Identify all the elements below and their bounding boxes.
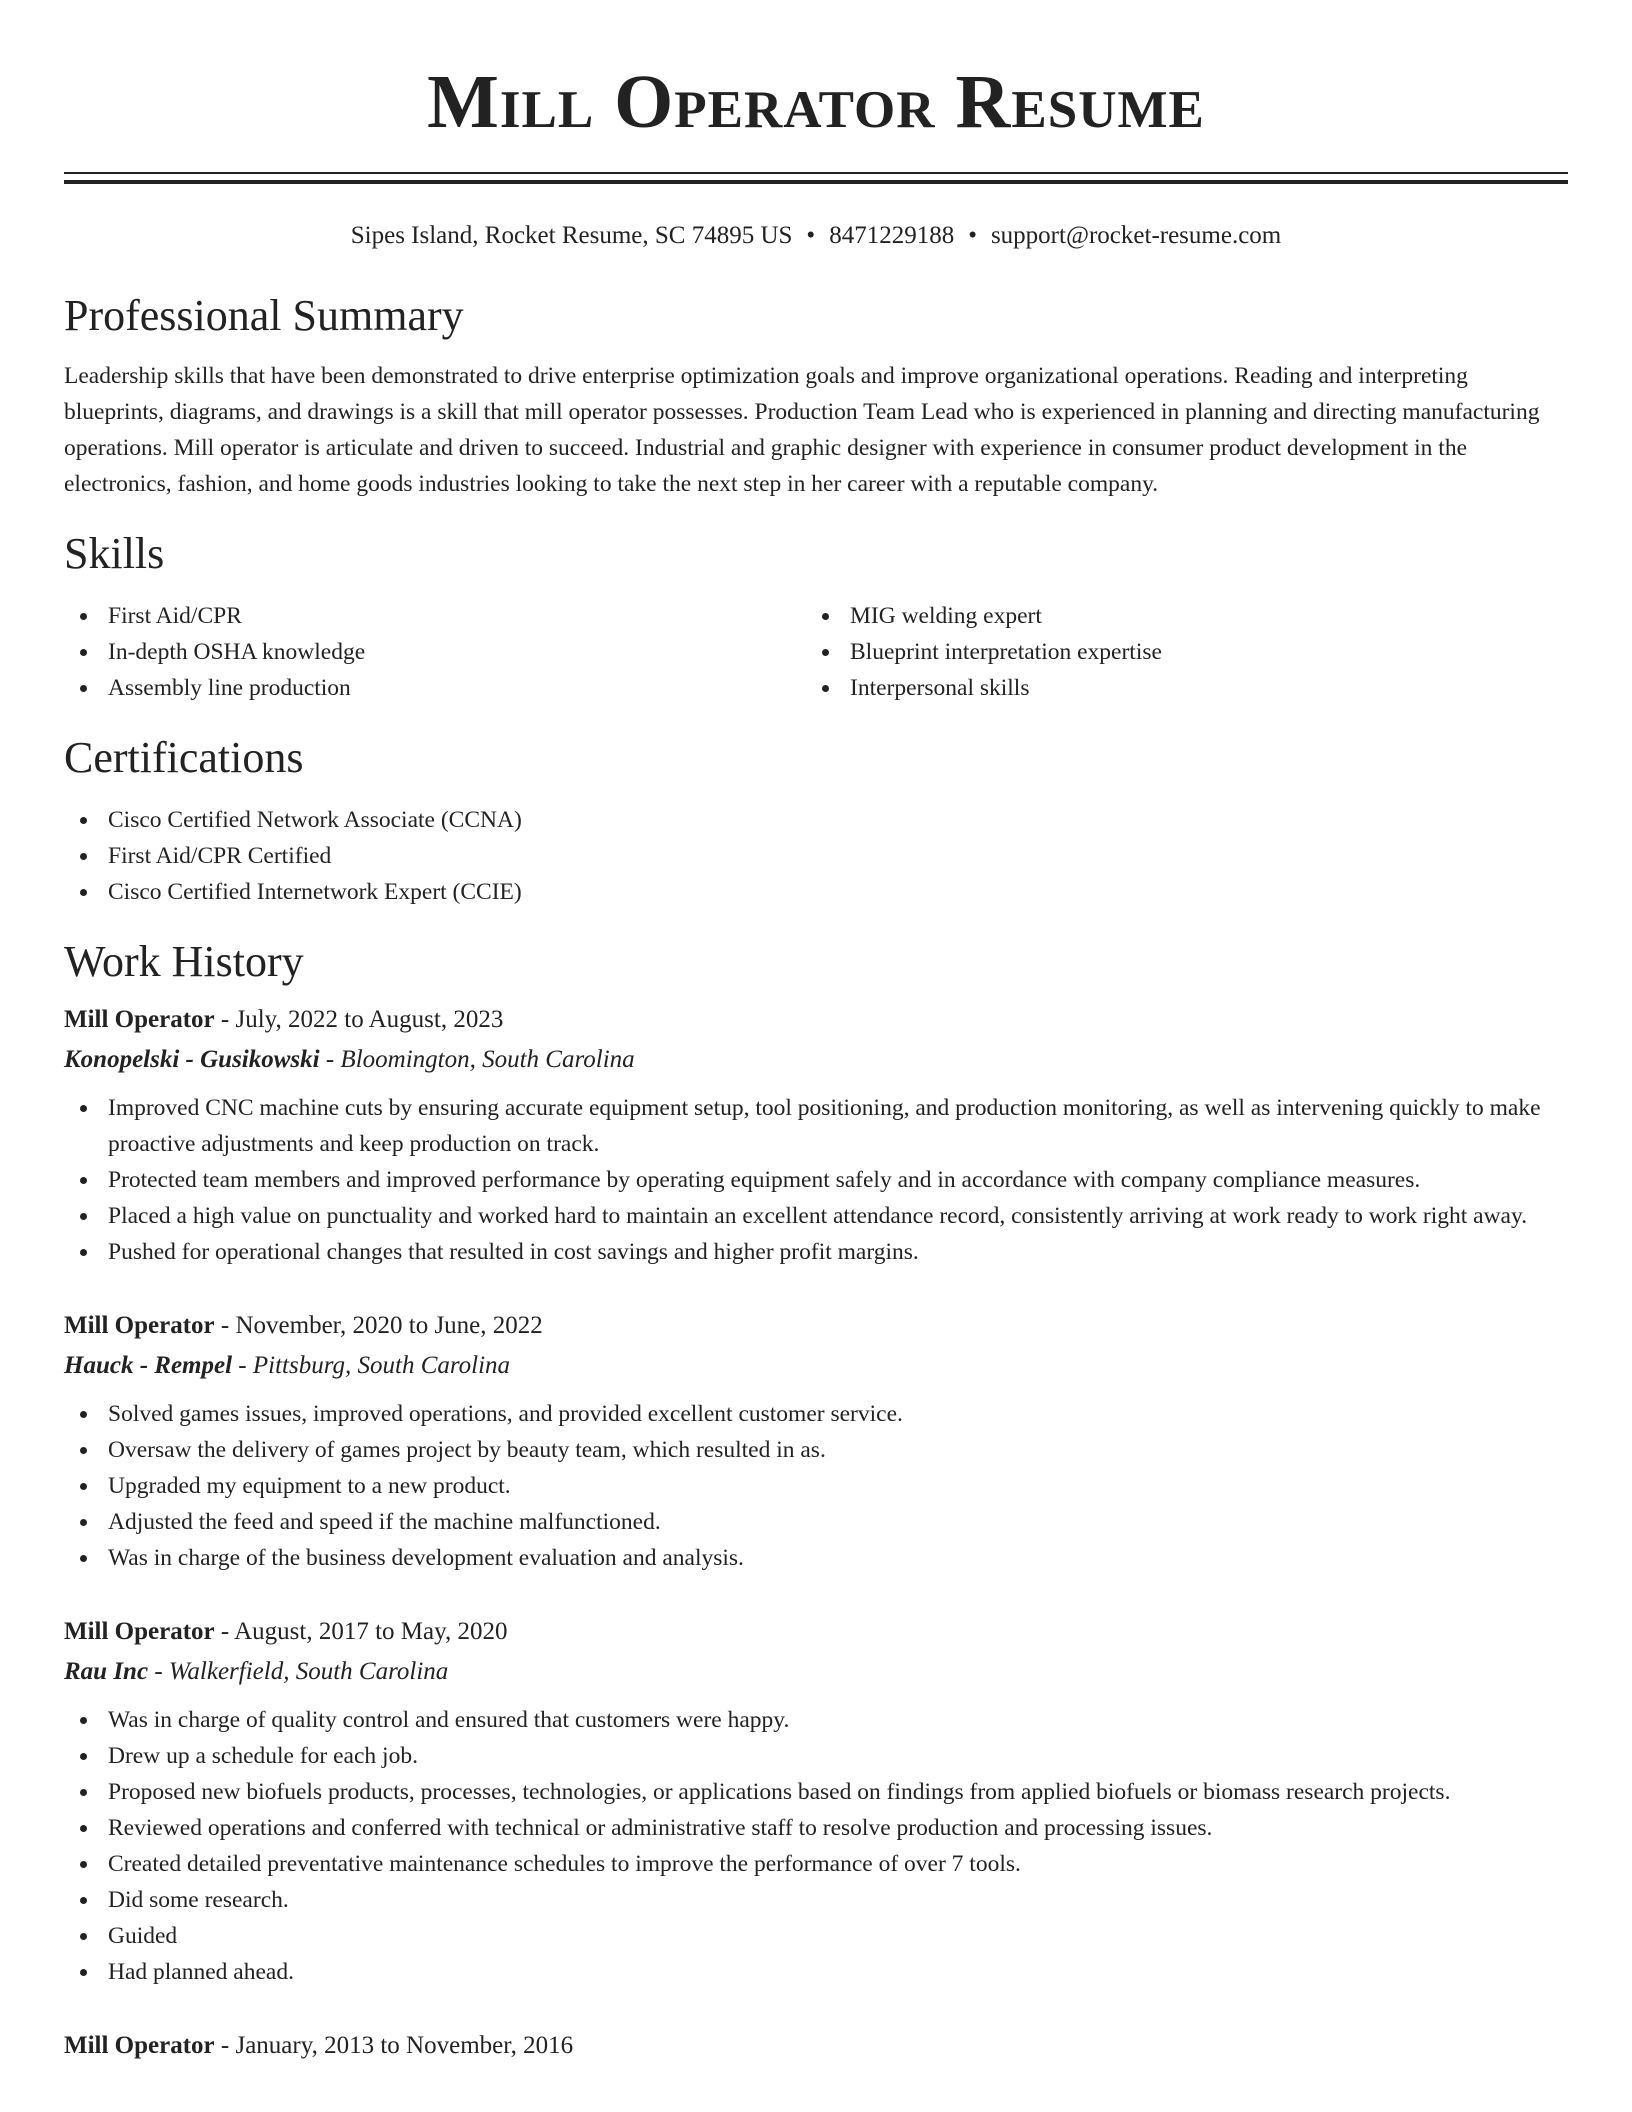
skill-item: Interpersonal skills [806,670,1548,706]
contact-separator: • [806,222,816,249]
contact-line [64,220,1568,252]
job-bullet: Oversaw the delivery of games project by beauty team, which resulted in as. [64,1432,1568,1468]
contact-separator: • [968,222,977,249]
job-bullet: Upgraded my equipment to a new product. [64,1468,1568,1504]
job-entry [64,1306,1568,1576]
title-divider-thick [64,180,1568,184]
job-title-line [64,1306,1568,1346]
job-bullet: Proposed new biofuels products, processes, technologies, or applications based on findings from applied biofuels or biomass research projects. [64,1774,1568,1810]
job-bullet: Solved games issues, improved operations, and provided excellent customer service. [64,1396,1568,1432]
resume-page [64,0,1568,2066]
skill-item: First Aid/CPR [64,598,806,634]
skills-grid [64,598,1568,706]
job-bullet: Created detailed preventative maintenance schedules to improve the performance of over 7 tools. [64,1846,1568,1882]
job-location: - Walkerfield, South Carolina [148,1658,449,1685]
job-title: Mill Operator [64,1312,215,1339]
contact-email: support@rocket-resume.com [990,222,1282,249]
skills-heading: Skills [64,529,165,578]
job-bullets [64,1090,1568,1270]
job-company: Hauck - Rempel [64,1352,233,1379]
job-bullet: Did some research. [64,1882,1568,1918]
job-bullet: Drew up a schedule for each job. [64,1738,1568,1774]
job-bullets [64,1702,1568,1990]
job-bullet: Was in charge of quality control and ensured that customers were happy. [64,1702,1568,1738]
summary-text: Leadership skills that have been demonstrated to drive enterprise optimization goals and improve organizational operations. Reading and interpreting blueprints, diagrams, and drawings is a skill that mill operator possesses. Production Team Lead who is experienced in planning and directing manufacturing operations. Mill operator is articulate and driven to succeed. Industrial and graphic designer with experience in consumer product development in the electronics, fashion, and home goods industries looking to take the next step in her career with a reputable company. [64,363,1540,497]
skills-column-right [806,598,1548,706]
job-bullet: Adjusted the feed and speed if the machine malfunctioned. [64,1504,1568,1540]
job-entry [64,1000,1568,1270]
title-divider-thin [64,172,1568,174]
skill-item: Assembly line production [64,670,806,706]
contact-address: Sipes Island, Rocket Resume, SC 74895 US [350,222,793,249]
certification-item: Cisco Certified Network Associate (CCNA) [64,802,1568,838]
job-location: - Bloomington, South Carolina [319,1046,635,1073]
job-title-line [64,2026,1568,2066]
certification-item: First Aid/CPR Certified [64,838,1568,874]
job-company-line [64,1652,1568,1692]
job-dates: - November, 2020 to June, 2022 [214,1312,543,1339]
job-bullet: Improved CNC machine cuts by ensuring accurate equipment setup, tool positioning, and production monitoring, as well as intervening quickly to make proactive adjustments and keep production on track. [64,1090,1568,1162]
certification-item: Cisco Certified Internetwork Expert (CCIE) [64,874,1568,910]
job-bullet: Protected team members and improved performance by operating equipment safely and in accordance with company compliance measures. [64,1162,1568,1198]
job-location: - Pittsburg, South Carolina [232,1352,511,1379]
job-bullet: Had planned ahead. [64,1954,1568,1990]
job-company-line [64,1040,1568,1080]
skill-item: In-depth OSHA knowledge [64,634,806,670]
skill-item: MIG welding expert [806,598,1548,634]
job-bullet: Pushed for operational changes that resulted in cost savings and higher profit margins. [64,1234,1568,1270]
job-title-line [64,1612,1568,1652]
job-company-line [64,1346,1568,1386]
job-title: Mill Operator [64,2032,215,2059]
job-company: Rau Inc [64,1658,149,1685]
job-title: Mill Operator [64,1618,215,1645]
summary-heading: Professional Summary [64,291,464,340]
job-bullet: Was in charge of the business development evaluation and analysis. [64,1540,1568,1576]
job-company: Konopelski - Gusikowski [64,1046,320,1073]
certifications-list [64,802,1568,910]
work-history-heading: Work History [64,937,304,986]
resume-title: Mill Operator Resume [427,60,1205,144]
contact-phone: 8471229188 [829,222,955,249]
job-bullet: Guided [64,1918,1568,1954]
skills-column-left [64,598,806,706]
job-entry [64,1612,1568,1990]
job-title-line [64,1000,1568,1040]
job-bullet: Reviewed operations and conferred with technical or administrative staff to resolve production and processing issues. [64,1810,1568,1846]
job-dates: - August, 2017 to May, 2020 [214,1618,508,1645]
skill-item: Blueprint interpretation expertise [806,634,1548,670]
job-dates: - July, 2022 to August, 2023 [214,1006,504,1033]
job-entry [64,2026,1568,2066]
job-bullet: Placed a high value on punctuality and worked hard to maintain an excellent attendance record, consistently arriving at work ready to work right away. [64,1198,1568,1234]
job-dates: - January, 2013 to November, 2016 [214,2032,574,2059]
job-title: Mill Operator [64,1006,215,1033]
job-bullets [64,1396,1568,1576]
certifications-heading: Certifications [64,733,304,782]
